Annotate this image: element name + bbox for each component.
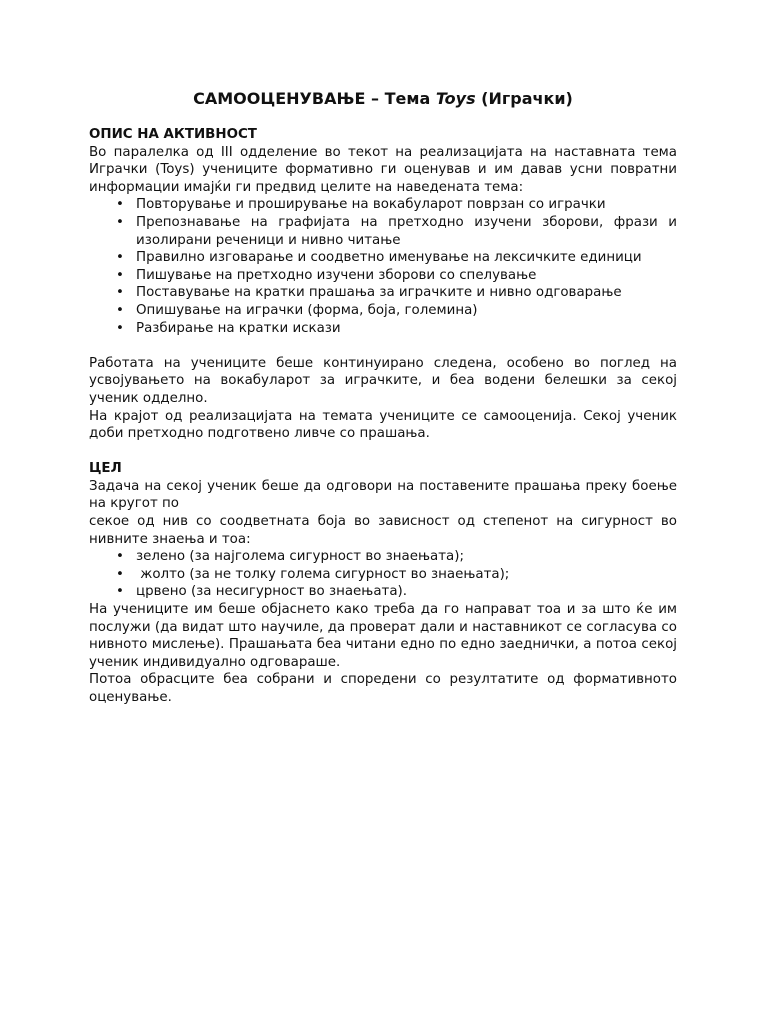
color-item-yellow: • жолто (за не толку голема сигурност во знаењата); (136, 566, 677, 584)
goal-item: • Пишување на претходно изучени зборови со спелување (136, 267, 677, 285)
spacer (89, 337, 677, 355)
document-title (89, 88, 677, 110)
title-prefix: САМООЦЕНУВАЊЕ – Тема (193, 89, 436, 108)
goal-paragraph-2: Потоа обрасците беа собрани и споредени со резултатите од формативното оценување. (89, 672, 677, 705)
goal-item: • Разбирање на кратки искази (136, 320, 677, 338)
goal-item: • Препознавање на графијата на претходно изучени зборови, фрази и изолирани реченици и нивно читање (136, 214, 677, 249)
activity-heading: ОПИС НА АКТИВНОСТ (89, 127, 257, 142)
goal-item: • Повторување и проширување на вокабуларот поврзан со играчки (136, 196, 677, 214)
color-item-green: • зелено (за најголема сигурност во знаењата); (136, 548, 677, 566)
goal-line-2: секое од нив со соодветната боја во зависност од степенот на сигурност во нивните знаења и тоа: (89, 514, 677, 547)
spacer (89, 443, 677, 461)
goal-paragraph-1: На учениците им беше објаснето како треба да го направат тоа и за што ќе им послужи (да видат што научиле, да проверат дали и наставникот се согласува со нивното мислење). Прашањата беа читани едно по едно заеднички, а потоа секој ученик индивидуално одговараше. (89, 602, 677, 670)
goal-heading: ЦЕЛ (89, 461, 122, 477)
activity-intro: Во паралелка од III одделение во текот на реализацијата на наставната тема Играчки (Toys) учениците формативно ги оценував и им давав усни повратни информации имајќи ги предвид целите на наведената тема: (89, 144, 677, 195)
goal-item: • Поставување на кратки прашања за играчките и нивно одговарање (136, 284, 677, 302)
title-suffix: (Играчки) (475, 89, 573, 108)
title-topic: Toys (435, 89, 476, 108)
document-page (89, 88, 677, 707)
colors-list (89, 548, 677, 601)
goal-item: • Правилно изговарање и соодветно именување на лексичките единици (136, 249, 677, 267)
color-item-red: • црвено (за несигурност во знаењата). (136, 583, 677, 601)
activity-paragraph-1: Работата на учениците беше континуирано следена, особено во поглед на усвојувањето на вокабуларот за играчките, и беа водени белешки за секој ученик одделно. (89, 355, 677, 406)
goals-list (89, 196, 677, 337)
goal-line-1: Задача на секој ученик беше да одговори на поставените прашања преку боење на кругот по (89, 478, 677, 512)
goal-item: • Опишување на играчки (форма, боја, големина) (136, 302, 677, 320)
activity-paragraph-2: На крајот од реализацијата на темата учениците се самооценија. Секој ученик доби претходно подготвено ливче со прашања. (89, 408, 677, 442)
